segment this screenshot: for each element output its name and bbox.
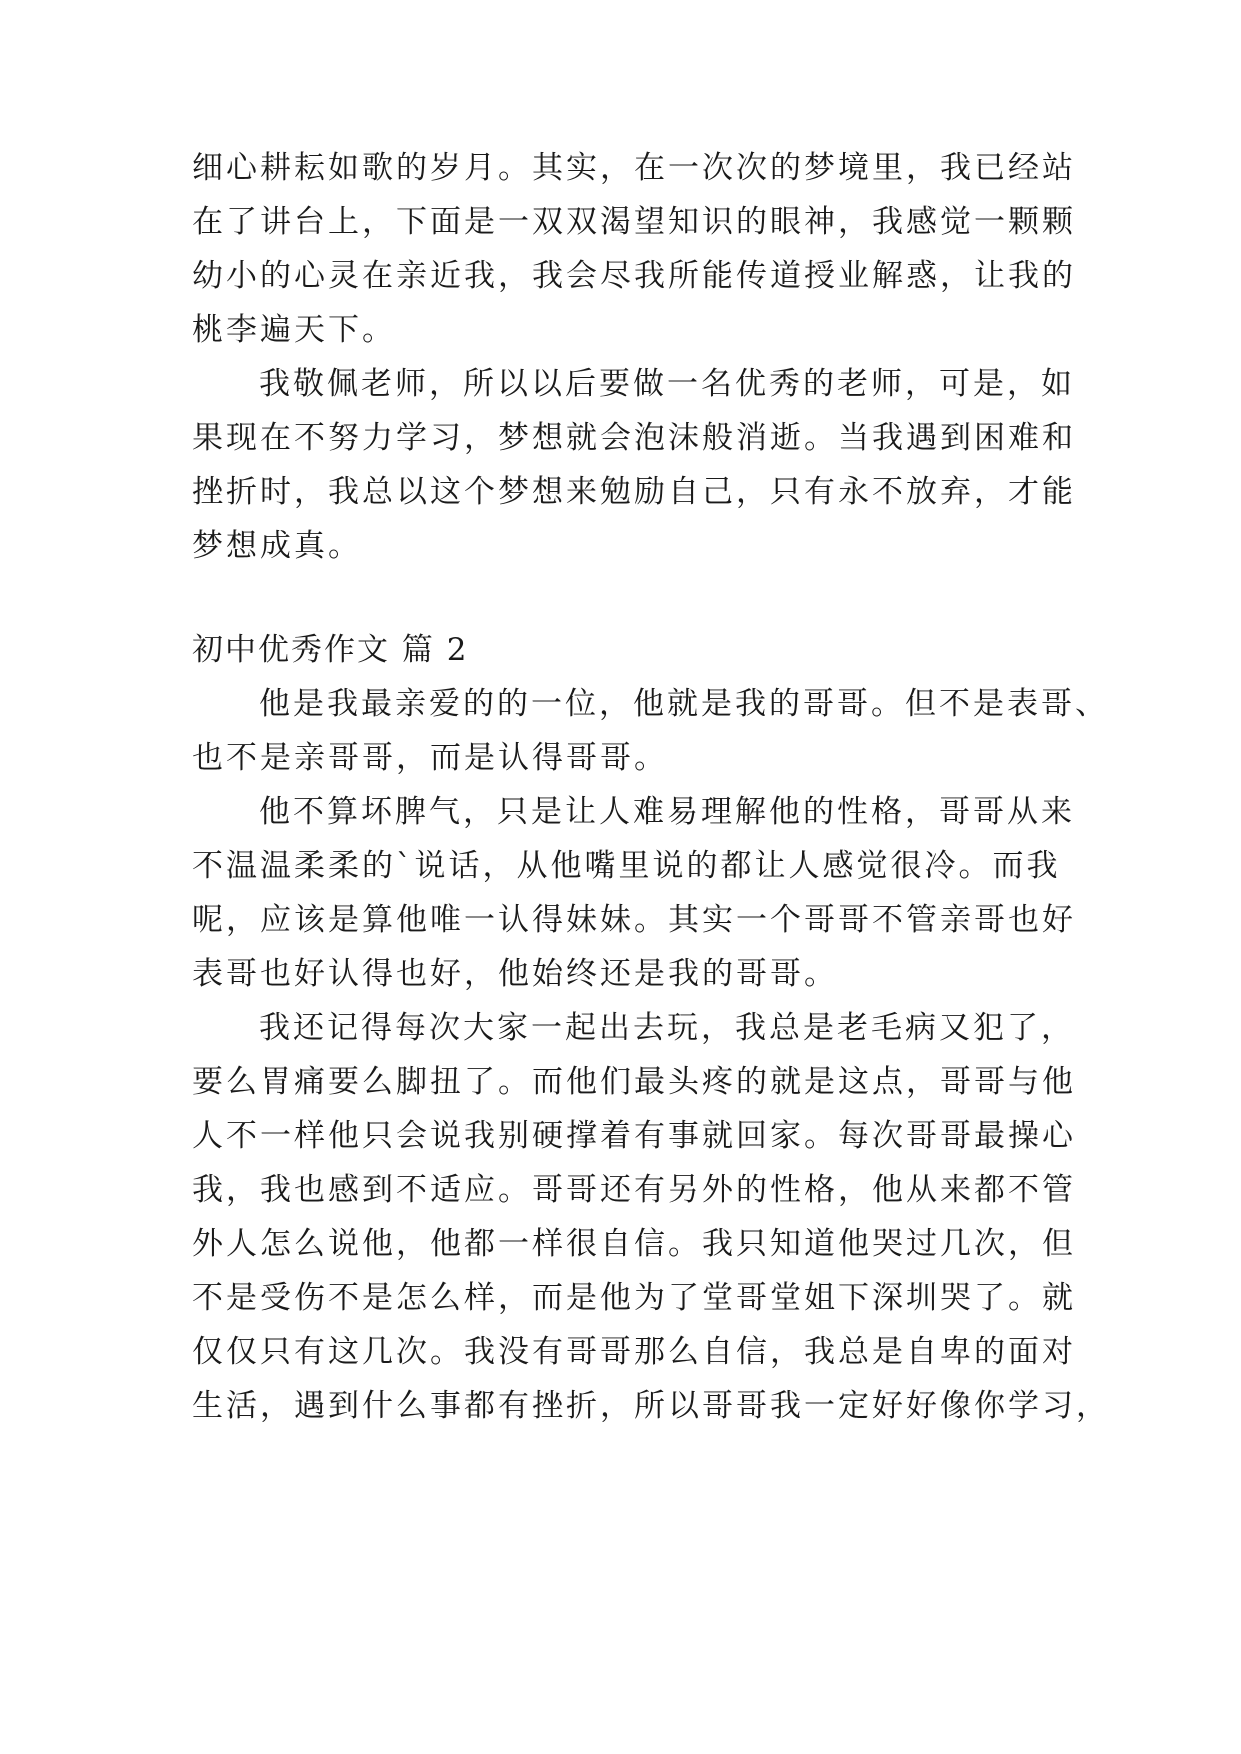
paragraph-4-line-3: 呢，应该是算他唯一认得妹妹。其实一个哥哥不管亲哥也好 <box>192 902 1076 938</box>
paragraph-4-line-1: 他不算坏脾气，只是让人难易理解他的性格，哥哥从来 <box>259 794 1075 830</box>
paragraph-1-line-2: 在了讲台上，下面是一双双渴望知识的眼神，我感觉一颗颗 <box>192 204 1076 240</box>
paragraph-5-line-8: 生活，遇到什么事都有挫折，所以哥哥我一定好好像你学习， <box>192 1388 1110 1424</box>
paragraph-5-line-2: 要么胃痛要么脚扭了。而他们最头疼的就是这点，哥哥与他 <box>192 1064 1076 1100</box>
section-heading: 初中优秀作文 篇 2 <box>192 632 469 668</box>
paragraph-1-line-4: 桃李遍天下。 <box>192 312 396 348</box>
paragraph-5-line-4: 我，我也感到不适应。哥哥还有另外的性格，他从来都不管 <box>192 1172 1076 1208</box>
paragraph-2-line-4: 梦想成真。 <box>192 528 362 564</box>
paragraph-5-line-5: 外人怎么说他，他都一样很自信。我只知道他哭过几次，但 <box>192 1226 1076 1262</box>
paragraph-5-line-6: 不是受伤不是怎么样，而是他为了堂哥堂姐下深圳哭了。就 <box>192 1280 1076 1316</box>
paragraph-4-line-2: 不温温柔柔的`说话，从他嘴里说的都让人感觉很冷。而我 <box>192 848 1061 884</box>
paragraph-3-line-1: 他是我最亲爱的的一位，他就是我的哥哥。但不是表哥、 <box>259 686 1109 722</box>
paragraph-5-line-7: 仅仅只有这几次。我没有哥哥那么自信，我总是自卑的面对 <box>192 1334 1076 1370</box>
paragraph-3-line-2: 也不是亲哥哥，而是认得哥哥。 <box>192 740 668 776</box>
paragraph-5-line-3: 人不一样他只会说我别硬撑着有事就回家。每次哥哥最操心 <box>192 1118 1076 1154</box>
paragraph-4-line-4: 表哥也好认得也好，他始终还是我的哥哥。 <box>192 956 838 992</box>
paragraph-2-line-3: 挫折时，我总以这个梦想来勉励自己，只有永不放弃，才能 <box>192 474 1076 510</box>
paragraph-1-line-3: 幼小的心灵在亲近我，我会尽我所能传道授业解惑，让我的 <box>192 258 1076 294</box>
paragraph-1-line-1: 细心耕耘如歌的岁月。其实，在一次次的梦境里，我已经站 <box>192 150 1076 186</box>
paragraph-2-line-1: 我敬佩老师，所以以后要做一名优秀的老师，可是，如 <box>259 366 1075 402</box>
paragraph-2-line-2: 果现在不努力学习，梦想就会泡沫般消逝。当我遇到困难和 <box>192 420 1076 456</box>
paragraph-5-line-1: 我还记得每次大家一起出去玩，我总是老毛病又犯了， <box>259 1010 1075 1046</box>
